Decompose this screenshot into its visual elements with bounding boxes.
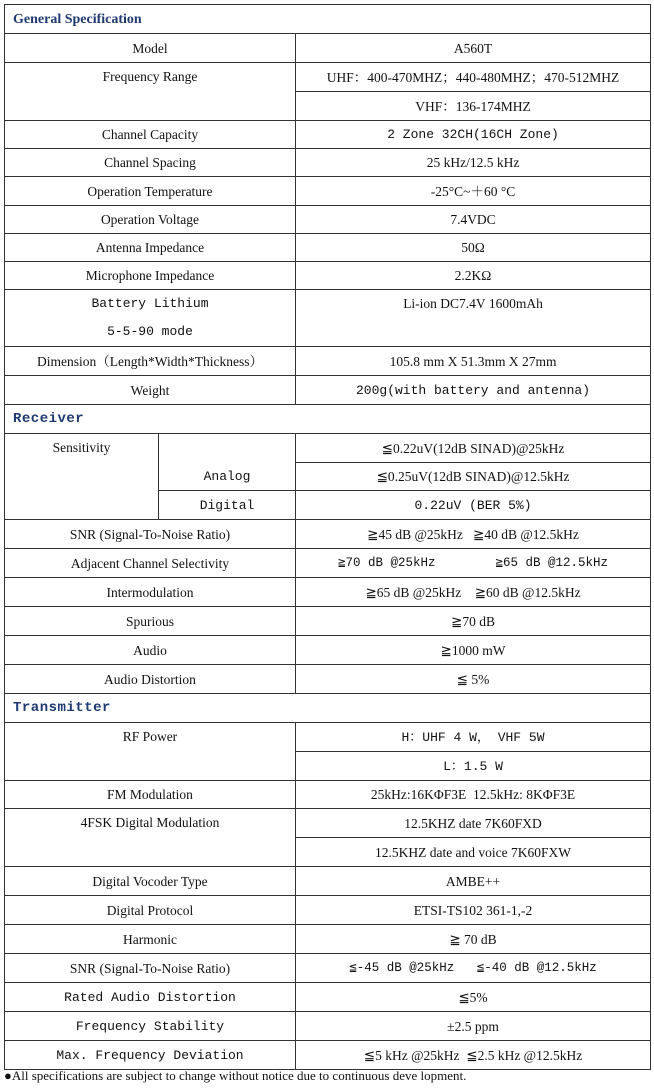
label-operation-voltage: Operation Voltage <box>5 206 296 234</box>
label-rx-snr: SNR (Signal-To-Noise Ratio) <box>5 520 296 549</box>
row-vocoder <box>5 867 651 896</box>
value-sensitivity-analog-25: ≦0.22uV(12dB SINAD)@25kHz <box>296 434 651 463</box>
label-channel-spacing: Channel Spacing <box>5 149 296 177</box>
value-rx-audio-distortion: ≦ 5% <box>296 665 651 694</box>
label-protocol: Digital Protocol <box>5 896 296 925</box>
label-harmonic: Harmonic <box>5 925 296 954</box>
value-intermodulation: ≧65 dB @25kHz ≧60 dB @12.5kHz <box>296 578 651 607</box>
label-sensitivity-analog: Analog <box>159 434 296 491</box>
label-model: Model <box>5 34 296 63</box>
row-intermodulation <box>5 578 651 607</box>
value-rf-power-low: L：1.5 W <box>296 752 651 781</box>
spec-table <box>4 4 651 1070</box>
label-fm-modulation: FM Modulation <box>5 781 296 809</box>
label-sensitivity-digital: Digital <box>159 491 296 520</box>
value-harmonic: ≧ 70 dB <box>296 925 651 954</box>
row-fsk-data <box>5 809 651 838</box>
label-sensitivity: Sensitivity <box>5 434 159 520</box>
value-battery: Li-ion DC7.4V 1600mAh <box>296 290 651 347</box>
row-audio <box>5 636 651 665</box>
label-battery <box>5 290 296 347</box>
label-rx-audio-distortion: Audio Distortion <box>5 665 296 694</box>
label-deviation: Max. Frequency Deviation <box>5 1041 296 1070</box>
label-battery-line2: 5-5-90 mode <box>107 324 193 339</box>
value-sensitivity-digital: 0.22uV (BER 5%) <box>296 491 651 520</box>
row-microphone-impedance <box>5 262 651 290</box>
value-channel-capacity: 2 Zone 32CH(16CH Zone) <box>296 121 651 149</box>
row-channel-spacing <box>5 149 651 177</box>
label-rf-power: RF Power <box>5 723 296 781</box>
row-tx-snr <box>5 954 651 983</box>
value-operation-voltage: 7.4VDC <box>296 206 651 234</box>
label-microphone-impedance: Microphone Impedance <box>5 262 296 290</box>
label-adjacent: Adjacent Channel Selectivity <box>5 549 296 578</box>
value-vocoder: AMBE++ <box>296 867 651 896</box>
row-dimension <box>5 347 651 376</box>
row-tx-audio-distortion <box>5 983 651 1012</box>
label-intermodulation: Intermodulation <box>5 578 296 607</box>
label-frequency-stability: Frequency Stability <box>5 1012 296 1041</box>
label-antenna-impedance: Antenna Impedance <box>5 234 296 262</box>
value-tx-audio-distortion: ≦5% <box>296 983 651 1012</box>
value-adjacent: ≧70 dB @25kHz ≧65 dB @12.5kHz <box>296 549 651 578</box>
row-antenna-impedance <box>5 234 651 262</box>
label-battery-line1: Battery Lithium <box>91 296 209 311</box>
row-weight <box>5 376 651 405</box>
label-spurious: Spurious <box>5 607 296 636</box>
label-weight: Weight <box>5 376 296 405</box>
row-rx-audio-distortion <box>5 665 651 694</box>
section-title-transmitter: Transmitter <box>5 694 651 723</box>
section-title-general: General Specification <box>5 5 651 34</box>
value-frequency-vhf: VHF：136-174MHZ <box>296 92 651 121</box>
row-fm-modulation <box>5 781 651 809</box>
value-tx-snr: ≦-45 dB @25kHz ≦-40 dB @12.5kHz <box>296 954 651 983</box>
label-tx-audio-distortion: Rated Audio Distortion <box>5 983 296 1012</box>
value-weight: 200g(with battery and antenna) <box>296 376 651 405</box>
label-tx-snr: SNR (Signal-To-Noise Ratio) <box>5 954 296 983</box>
value-dimension: 105.8 mm X 51.3mm X 27mm <box>296 347 651 376</box>
value-protocol: ETSI-TS102 361-1,-2 <box>296 896 651 925</box>
row-frequency-stability <box>5 1012 651 1041</box>
row-frequency-range <box>5 63 651 92</box>
section-title-receiver: Receiver <box>5 405 651 434</box>
row-deviation <box>5 1041 651 1070</box>
value-deviation: ≦5 kHz @25kHz ≦2.5 kHz @12.5kHz <box>296 1041 651 1070</box>
label-audio: Audio <box>5 636 296 665</box>
section-general <box>5 5 651 34</box>
row-harmonic <box>5 925 651 954</box>
value-audio: ≧1000 mW <box>296 636 651 665</box>
value-fm-modulation: 25kHz:16KΦF3E 12.5kHz: 8KΦF3E <box>296 781 651 809</box>
label-frequency-range: Frequency Range <box>5 63 296 121</box>
row-channel-capacity <box>5 121 651 149</box>
label-operation-temperature: Operation Temperature <box>5 177 296 206</box>
footnote: ●All specifications are subject to change without notice due to continuous deve lopment. <box>4 1068 467 1083</box>
value-sensitivity-analog-125: ≦0.25uV(12dB SINAD)@12.5kHz <box>296 463 651 491</box>
value-rf-power-high: H：UHF 4 W， VHF 5W <box>296 723 651 752</box>
value-frequency-uhf: UHF：400-470MHZ；440-480MHZ；470-512MHZ <box>296 63 651 92</box>
value-spurious: ≧70 dB <box>296 607 651 636</box>
row-rf-power-high <box>5 723 651 752</box>
value-model: A560T <box>296 34 651 63</box>
value-fsk-voice: 12.5KHZ date and voice 7K60FXW <box>296 838 651 867</box>
row-protocol <box>5 896 651 925</box>
label-fsk-modulation: 4FSK Digital Modulation <box>5 809 296 867</box>
row-sensitivity-25 <box>5 434 651 463</box>
value-microphone-impedance: 2.2KΩ <box>296 262 651 290</box>
section-transmitter <box>5 694 651 723</box>
row-rx-snr <box>5 520 651 549</box>
row-battery <box>5 290 651 347</box>
row-operation-temperature <box>5 177 651 206</box>
row-model <box>5 34 651 63</box>
label-vocoder: Digital Vocoder Type <box>5 867 296 896</box>
row-spurious <box>5 607 651 636</box>
row-adjacent <box>5 549 651 578</box>
section-receiver <box>5 405 651 434</box>
value-operation-temperature: -25°C~＋60 °C <box>296 177 651 206</box>
value-rx-snr: ≧45 dB @25kHz ≧40 dB @12.5kHz <box>296 520 651 549</box>
label-dimension: Dimension（Length*Width*Thickness） <box>5 347 296 376</box>
row-operation-voltage <box>5 206 651 234</box>
value-fsk-data: 12.5KHZ date 7K60FXD <box>296 809 651 838</box>
label-channel-capacity: Channel Capacity <box>5 121 296 149</box>
value-channel-spacing: 25 kHz/12.5 kHz <box>296 149 651 177</box>
value-frequency-stability: ±2.5 ppm <box>296 1012 651 1041</box>
value-antenna-impedance: 50Ω <box>296 234 651 262</box>
